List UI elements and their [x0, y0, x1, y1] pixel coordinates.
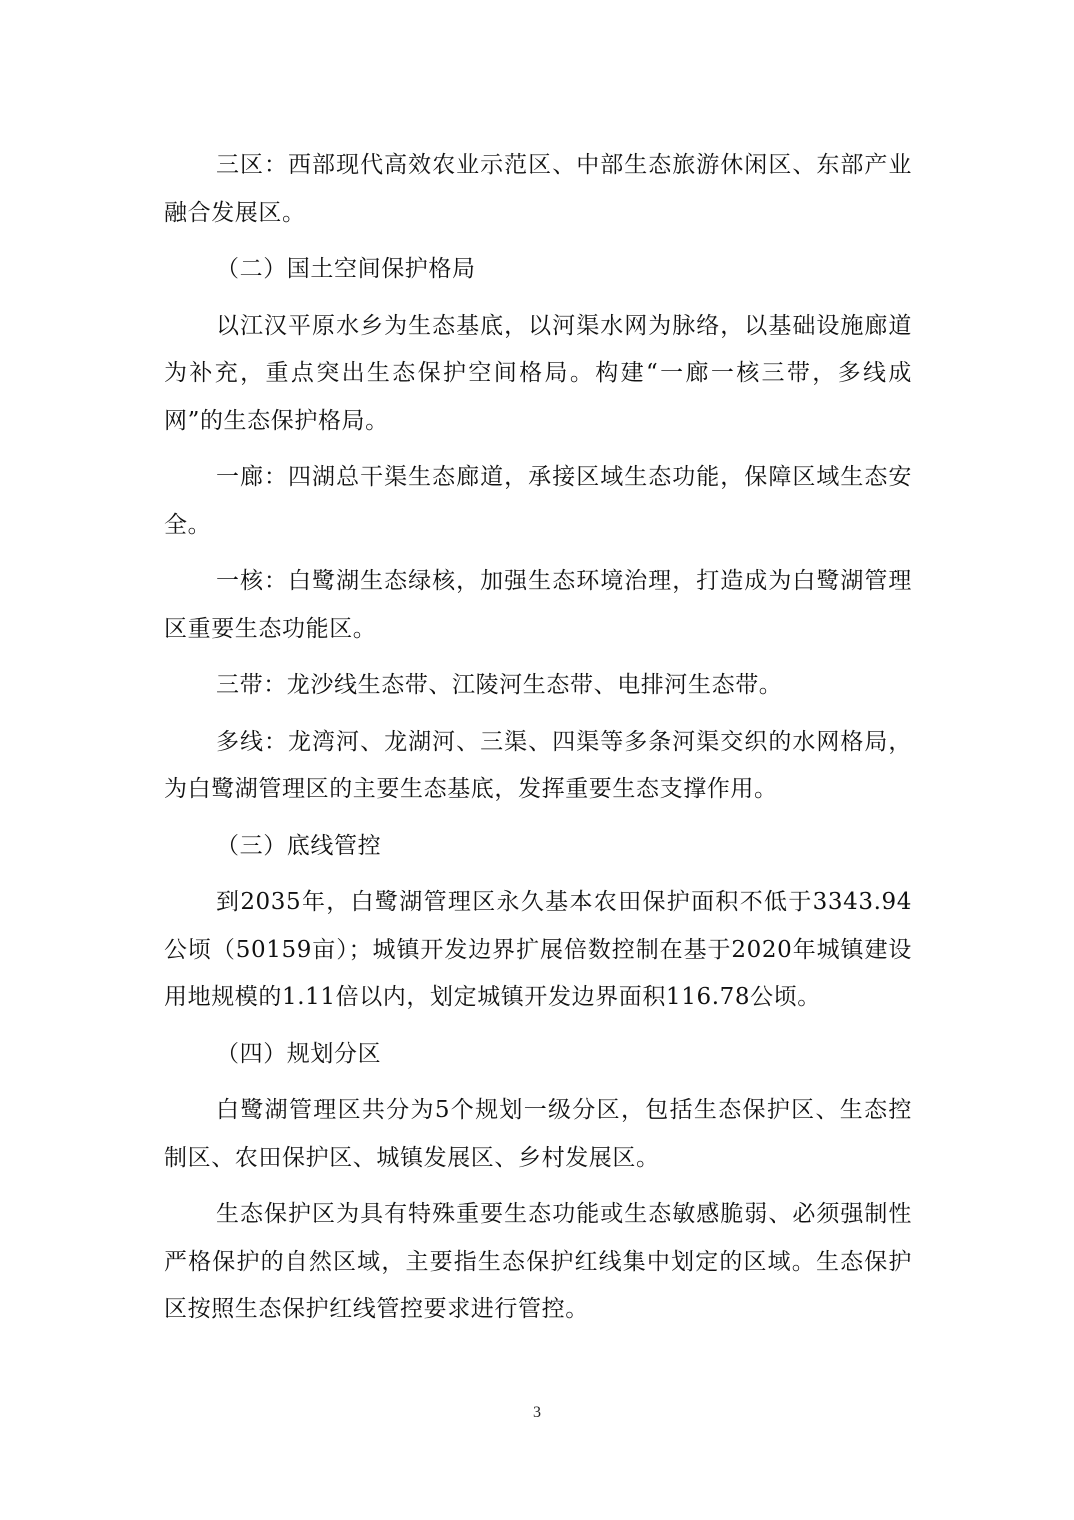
section-heading-3: （三）底线管控	[216, 832, 382, 859]
paragraph-one-core: 一核：白鹭湖生态绿核，加强生态环境治理，打造成为白鹭湖管理区重要生态功能区。	[164, 568, 912, 642]
paragraph-ecological-protection-zone: 生态保护区为具有特殊重要生态功能或生态敏感脆弱、必须强制性严格保护的自然区域，主要指生态保护红线集中划定的区域。生态保护区按照生态保护红线管控要求进行管控。	[164, 1201, 912, 1322]
paragraph-multi-lines: 多线：龙湾河、龙湖河、三渠、四渠等多条河渠交织的水网格局，为白鹭湖管理区的主要生态基底，发挥重要生态支撑作用。	[164, 728, 912, 802]
paragraph-planning-zones: 白鹭湖管理区共分为5个规划一级分区，包括生态保护区、生态控制区、农田保护区、城镇发展区、乡村发展区。	[164, 1097, 912, 1171]
paragraph-three-zones: 三区：西部现代高效农业示范区、中部生态旅游休闲区、东部产业融合发展区。	[164, 152, 912, 226]
document-body	[164, 142, 912, 1343]
paragraph-one-corridor: 一廊：四湖总干渠生态廊道，承接区域生态功能，保障区域生态安全。	[164, 464, 912, 538]
paragraph-protection-pattern: 以江汉平原水乡为生态基底，以河渠水网为脉络，以基础设施廊道为补充，重点突出生态保护空间格局。构建“一廊一核三带，多线成网”的生态保护格局。	[164, 312, 912, 434]
section-heading-2: （二）国土空间保护格局	[216, 256, 476, 282]
page-number: 3	[533, 1404, 541, 1421]
section-heading-4: （四）规划分区	[216, 1040, 382, 1067]
paragraph-three-belts: 三带：龙沙线生态带、江陵河生态带、电排河生态带。	[216, 672, 783, 698]
paragraph-bottom-line-control: 到2035年，白鹭湖管理区永久基本农田保护面积不低于3343.94公顷（50159亩）；城镇开发边界扩展倍数控制在基于2020年城镇建设用地规模的1.11倍以内，划定城镇开发边界面积116.78公顷。	[164, 889, 912, 1010]
